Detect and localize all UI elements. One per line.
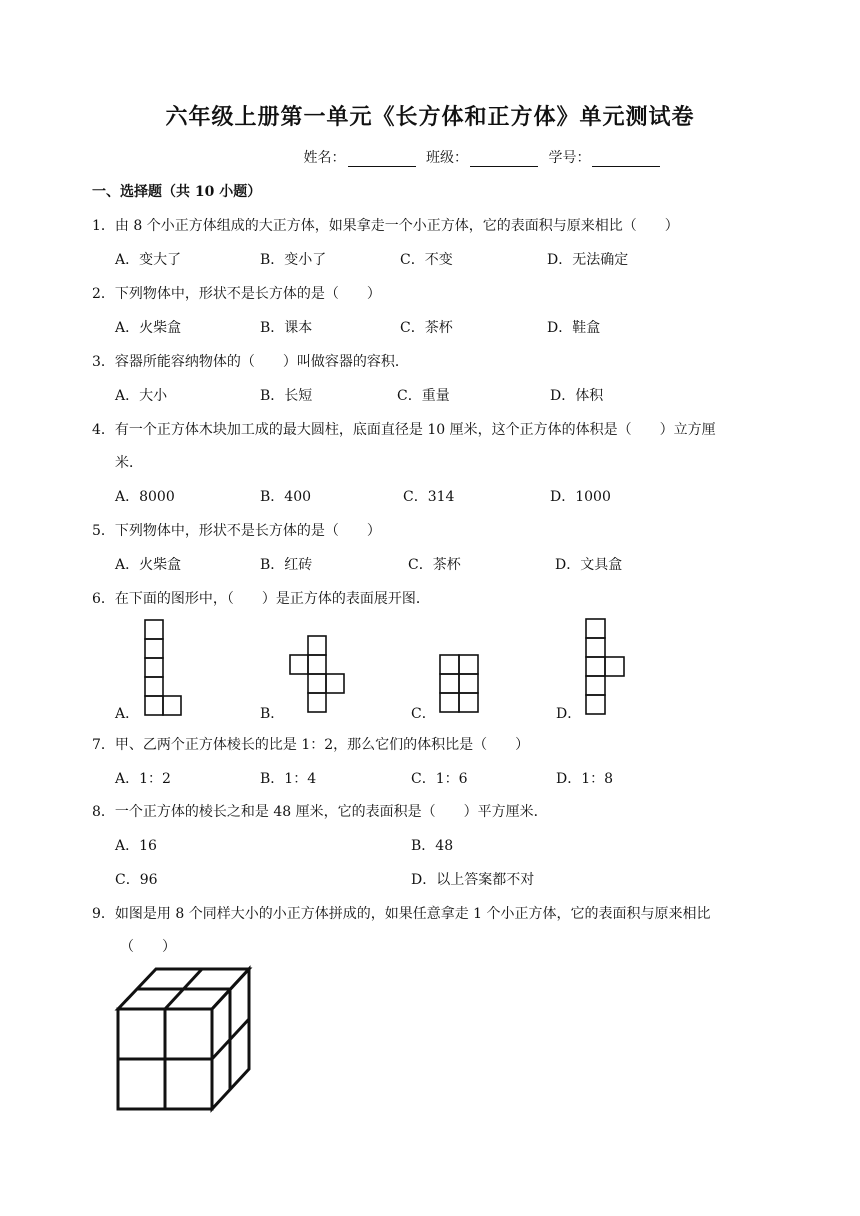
q3-option-b[interactable]: B．长短 xyxy=(260,388,313,404)
q4-option-d[interactable]: D．1000 xyxy=(550,489,611,505)
q1-option-b[interactable]: B．变小了 xyxy=(260,252,327,268)
q6-option-b[interactable]: B． xyxy=(260,706,285,722)
q4-option-c[interactable]: C．314 xyxy=(403,489,455,505)
question-9: 9．如图是用 8 个同样大小的小正方体拼成的，如果任意拿走 1 个小正方体，它的表面积与原来相比 xyxy=(92,906,711,922)
q3-option-c[interactable]: C．重量 xyxy=(397,388,450,404)
question-9-continued: （ ） xyxy=(120,939,176,955)
q8-option-c[interactable]: C．96 xyxy=(115,872,158,888)
q6-option-a[interactable]: A． xyxy=(115,706,140,722)
q7-option-b[interactable]: B．1：4 xyxy=(260,771,317,787)
cube-net-a-figure xyxy=(140,617,190,719)
name-blank[interactable] xyxy=(348,152,416,167)
student-info-row xyxy=(0,147,860,167)
q8-option-a[interactable]: A．16 xyxy=(115,838,157,854)
q5-option-c[interactable]: C．茶杯 xyxy=(408,557,461,573)
question-3: 3．容器所能容纳物体的（ ）叫做容器的容积． xyxy=(92,354,409,370)
q2-option-c[interactable]: C．茶杯 xyxy=(400,320,453,336)
question-1: 1．由 8 个小正方体组成的大正方体，如果拿走一个小正方体，它的表面积与原来相比（ ） xyxy=(92,218,679,234)
cube-net-d-figure xyxy=(582,615,630,719)
question-4-continued: 米． xyxy=(115,455,143,471)
number-label: 学号： xyxy=(548,150,591,166)
name-label: 姓名： xyxy=(303,150,346,166)
q7-option-d[interactable]: D．1：8 xyxy=(556,771,614,787)
question-7: 7．甲、乙两个正方体棱长的比是 1：2，那么它们的体积比是（ ） xyxy=(92,737,530,753)
q5-option-a[interactable]: A．火柴盒 xyxy=(115,557,182,573)
q8-option-d[interactable]: D．以上答案都不对 xyxy=(411,872,535,888)
q7-option-c[interactable]: C．1：6 xyxy=(411,771,468,787)
q3-option-d[interactable]: D．体积 xyxy=(550,388,604,404)
q2-option-b[interactable]: B．课本 xyxy=(260,320,313,336)
cube-2x2x2-figure xyxy=(112,962,258,1114)
q4-option-b[interactable]: B．400 xyxy=(260,489,312,505)
q5-option-d[interactable]: D．文具盒 xyxy=(555,557,623,573)
question-2: 2．下列物体中，形状不是长方体的是（ ） xyxy=(92,286,381,302)
q1-option-c[interactable]: C．不变 xyxy=(400,252,453,268)
number-blank[interactable] xyxy=(592,152,660,167)
question-6: 6．在下面的图形中，（ ）是正方体的表面展开图． xyxy=(92,591,430,607)
q2-option-a[interactable]: A．火柴盒 xyxy=(115,320,182,336)
q6-option-d[interactable]: D． xyxy=(556,706,582,722)
question-5: 5．下列物体中，形状不是长方体的是（ ） xyxy=(92,523,381,539)
q1-option-d[interactable]: D．无法确定 xyxy=(547,252,629,268)
cube-net-c-figure xyxy=(436,652,484,718)
question-8: 8．一个正方体的棱长之和是 48 厘米，它的表面积是（ ）平方厘米． xyxy=(92,804,548,820)
q3-option-a[interactable]: A．大小 xyxy=(115,388,168,404)
q1-option-a[interactable]: A．变大了 xyxy=(115,252,182,268)
q6-option-c[interactable]: C． xyxy=(411,706,436,722)
class-label: 班级： xyxy=(426,150,468,166)
page-title: 六年级上册第一单元《长方体和正方体》单元测试卷 xyxy=(165,104,695,130)
q8-option-b[interactable]: B．48 xyxy=(411,838,454,854)
q5-option-b[interactable]: B．红砖 xyxy=(260,557,313,573)
q2-option-d[interactable]: D．鞋盒 xyxy=(547,320,601,336)
section-title: 一、选择题（共 10 小题） xyxy=(92,184,262,200)
cube-net-b-figure xyxy=(285,633,351,719)
q4-option-a[interactable]: A．8000 xyxy=(115,489,175,505)
question-4: 4．有一个正方体木块加工成的最大圆柱，底面直径是 10 厘米，这个正方体的体积是（ ）立方厘 xyxy=(92,422,716,438)
class-blank[interactable] xyxy=(470,152,538,167)
q7-option-a[interactable]: A．1：2 xyxy=(115,771,171,787)
